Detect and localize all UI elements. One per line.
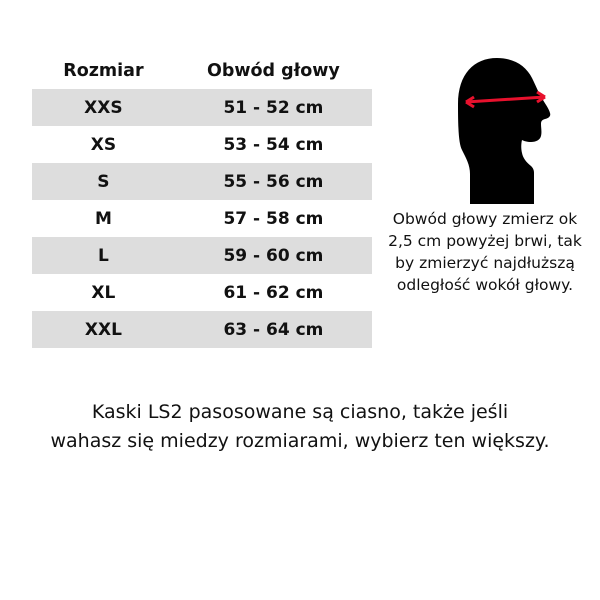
cell-size: XL — [32, 274, 175, 311]
size-table-body — [32, 89, 372, 348]
table-row — [32, 274, 372, 311]
column-header-circumference: Obwód głowy — [175, 52, 372, 89]
cell-size: XXL — [32, 311, 175, 348]
head-profile-silhouette-icon — [400, 52, 570, 212]
cell-size: M — [32, 200, 175, 237]
instruction-line: Obwód głowy zmierz — [392, 210, 554, 228]
cell-circumference: 55 - 56 cm — [175, 163, 372, 200]
cell-circumference: 61 - 62 cm — [175, 274, 372, 311]
caption-line: Kaski LS2 pasosowane są ciasno, także jeśli — [91, 401, 509, 423]
instruction-line: ok 2,5 cm powyżej — [388, 210, 578, 250]
cell-circumference: 63 - 64 cm — [175, 311, 372, 348]
table-row — [32, 311, 372, 348]
measurement-instructions — [382, 208, 588, 296]
cell-size: S — [32, 163, 175, 200]
cell-size: XXS — [32, 89, 175, 126]
caption-line: wahasz się miedzy rozmiarami, wybierz ten większy. — [50, 430, 550, 453]
column-header-size: Rozmiar — [32, 52, 175, 89]
instruction-line: brwi, tak by zmierzyć — [395, 232, 582, 272]
cell-size: XS — [32, 126, 175, 163]
instruction-line: wokół głowy. — [475, 276, 574, 294]
table-header-row — [32, 52, 372, 89]
cell-size: L — [32, 237, 175, 274]
cell-circumference: 57 - 58 cm — [175, 200, 372, 237]
cell-circumference: 59 - 60 cm — [175, 237, 372, 274]
cell-circumference: 53 - 54 cm — [175, 126, 372, 163]
table-row — [32, 237, 372, 274]
table-row — [32, 89, 372, 126]
fitting-advice-caption — [30, 398, 570, 457]
size-table-header — [32, 52, 372, 89]
instruction-line: najdłuższą odległość — [396, 254, 575, 294]
table-row — [32, 200, 372, 237]
cell-circumference: 51 - 52 cm — [175, 89, 372, 126]
table-row — [32, 126, 372, 163]
table-row — [32, 163, 372, 200]
size-table — [32, 52, 372, 348]
